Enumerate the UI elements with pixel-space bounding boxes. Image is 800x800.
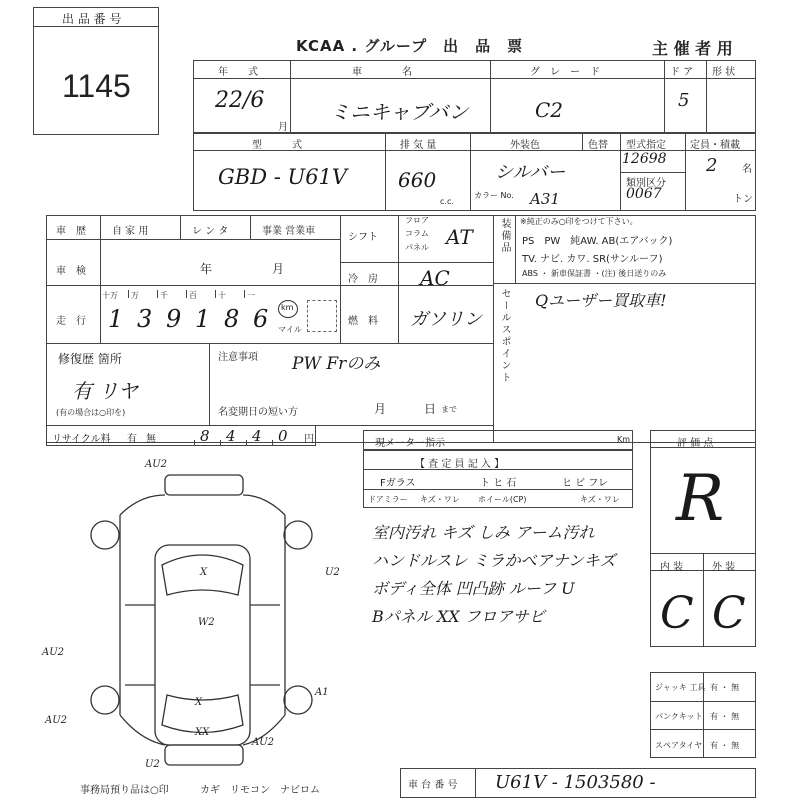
repair-note: (有の場合は○印を) bbox=[56, 408, 126, 417]
lot-number-label: 出 品 番 号 bbox=[62, 12, 122, 26]
form-title: KCAA . グループ 出 品 票 bbox=[296, 37, 524, 55]
recycle-yes[interactable]: 有 bbox=[127, 434, 137, 445]
recycle-digit: 8 bbox=[200, 427, 210, 445]
mirror-label: ドアミラー bbox=[368, 495, 408, 504]
exterior-label: 外 装 bbox=[712, 562, 736, 573]
mileage-digit-label: 一 bbox=[247, 291, 255, 300]
capacity-value: 2 bbox=[706, 155, 718, 176]
wheel-label: ホイール(CP) bbox=[478, 495, 527, 504]
recycle-digit: 4 bbox=[252, 427, 262, 445]
notes-month: 月 bbox=[374, 402, 387, 416]
wheel-rear-left bbox=[91, 686, 119, 714]
meter-unit: Km bbox=[617, 435, 631, 444]
appraisal-line-4: Bパネル XX フロアサビ bbox=[372, 607, 545, 626]
year-label: 年 式 bbox=[218, 67, 258, 78]
jack-value[interactable]: 有 ・ 無 bbox=[710, 683, 740, 692]
wheel-rear-right bbox=[284, 686, 312, 714]
glass-options-a[interactable]: ト ヒ 石 bbox=[480, 478, 517, 489]
color-no-label: カラー No. bbox=[474, 191, 514, 200]
mirror-value[interactable]: キズ・ワレ bbox=[420, 495, 460, 504]
recycle-yen: 円 bbox=[304, 434, 314, 445]
mileage-digit: 1 bbox=[108, 305, 124, 333]
car-name-value: ミニキャブバン bbox=[330, 100, 469, 124]
door-value: 5 bbox=[678, 90, 690, 111]
score-label: 評 価 点 bbox=[677, 438, 714, 449]
capacity-unit: 名 bbox=[742, 164, 752, 175]
mileage-digit: 9 bbox=[166, 305, 182, 333]
recycle-digit: 0 bbox=[278, 427, 288, 445]
inspection-month: 月 bbox=[272, 262, 285, 276]
car-front-bumper bbox=[165, 475, 243, 495]
shift-column[interactable]: コラム bbox=[405, 229, 429, 238]
car-name-label: 車 名 bbox=[352, 67, 412, 78]
type-no-value: 12698 bbox=[622, 151, 667, 167]
grade-label: グ レ ー ド bbox=[530, 67, 600, 78]
aircon-label: 冷 房 bbox=[348, 274, 378, 285]
puncture-kit-label: パンクキット bbox=[655, 712, 703, 721]
mileage-digit-label: 千 bbox=[160, 291, 168, 300]
wheel-front-left bbox=[91, 521, 119, 549]
displacement-value: 660 bbox=[398, 168, 437, 192]
inspection-year: 年 bbox=[200, 262, 213, 276]
car-damage-diagram bbox=[40, 455, 350, 775]
mark-tail: XX bbox=[195, 727, 210, 738]
history-business[interactable]: 事業 営業車 bbox=[262, 226, 316, 237]
repair-label: 修復歴 箇所 bbox=[58, 352, 122, 366]
exterior-score: C bbox=[712, 588, 746, 639]
inspection-label: 車 検 bbox=[56, 266, 86, 277]
wheel-front-right bbox=[284, 521, 312, 549]
meter-label: 現メーター指示 bbox=[375, 438, 445, 449]
mark-left-mid: AU2 bbox=[42, 647, 65, 658]
model-label: 型 式 bbox=[252, 140, 302, 151]
puncture-kit-value[interactable]: 有 ・ 無 bbox=[710, 712, 740, 721]
glass-label: Fガラス bbox=[380, 478, 416, 489]
appraisal-line-2: ハンドルスレ ミラかべアナンキズ bbox=[372, 551, 616, 570]
history-rental[interactable]: レ ン タ bbox=[192, 226, 229, 237]
equip-note: ※純正のみ○印をつけて下さい。 bbox=[520, 217, 638, 226]
spare-tire-label: スペアタイヤ bbox=[655, 741, 703, 750]
recycle-digit: 4 bbox=[226, 427, 236, 445]
year-value: 22/6 bbox=[215, 88, 265, 113]
color-change-label: 色替 bbox=[588, 140, 608, 151]
ext-color-label: 外装色 bbox=[510, 140, 540, 151]
interior-label: 内 装 bbox=[660, 562, 684, 573]
capacity-label: 定員・積載 bbox=[690, 140, 740, 151]
mileage-digit-label: 十 bbox=[218, 291, 226, 300]
category-no-label: 類別区分 bbox=[626, 178, 666, 189]
equip-line2: TV. ナビ. カワ. SR(サンルーフ) bbox=[522, 254, 663, 265]
notes-short-label: 名変期日の短い方 bbox=[218, 407, 298, 418]
glass-options-b[interactable]: ヒ ビ フレ bbox=[562, 478, 608, 489]
aircon-value: AC bbox=[420, 266, 450, 290]
mark-rear: U2 bbox=[145, 759, 160, 770]
office-items: カギ リモコン ナビロム bbox=[200, 785, 320, 796]
load-unit: トン bbox=[733, 194, 753, 205]
sales-point-label: セールスポイント bbox=[499, 288, 510, 384]
history-label: 車 歴 bbox=[56, 226, 86, 237]
lot-number: 1145 bbox=[62, 68, 131, 104]
notes-label: 注意事項 bbox=[218, 352, 258, 363]
mark-roof: X bbox=[200, 567, 208, 578]
mileage-digit: 6 bbox=[253, 305, 269, 333]
notes-until: まで bbox=[441, 405, 457, 414]
shift-panel[interactable]: パネル bbox=[405, 243, 429, 252]
car-left-side bbox=[120, 495, 165, 745]
mark-center: W2 bbox=[198, 617, 215, 628]
fuel-value: ガソリン bbox=[410, 309, 482, 330]
equip-label: 装備品 bbox=[499, 218, 510, 254]
sales-point-value: Qユーザー買取車! bbox=[535, 291, 667, 310]
model-value: GBD - U61V bbox=[218, 165, 348, 189]
mileage-digit: 1 bbox=[195, 305, 211, 333]
mileage-digit-label: 万 bbox=[131, 291, 139, 300]
mileage-label: 走 行 bbox=[56, 316, 86, 327]
appraisal-label: 【 査 定 員 記 入 】 bbox=[415, 459, 505, 470]
door-label: ド ア bbox=[670, 67, 694, 78]
equip-line1: PS PW 純AW. AB(エアバック) bbox=[522, 236, 673, 247]
ext-color-value: シルバー bbox=[495, 162, 566, 183]
km-dash-box bbox=[307, 300, 337, 332]
grade-value: C2 bbox=[535, 98, 564, 122]
mark-trunk: X bbox=[195, 697, 203, 708]
shift-floor[interactable]: フロア bbox=[405, 216, 429, 225]
spare-tire-value[interactable]: 有 ・ 無 bbox=[710, 741, 740, 750]
color-no-value: A31 bbox=[530, 190, 560, 208]
month-mark: 月 bbox=[278, 122, 288, 133]
chassis-label: 車 台 番 号 bbox=[408, 780, 458, 791]
mark-left-low: AU2 bbox=[45, 715, 68, 726]
car-right-side bbox=[243, 495, 285, 745]
cc-label: c.c. bbox=[440, 197, 454, 206]
mileage-digit: 3 bbox=[137, 305, 153, 333]
mark-right-low: A1 bbox=[315, 687, 329, 698]
jack-label: ジャッキ 工具 bbox=[655, 683, 706, 692]
history-private[interactable]: 自 家 用 bbox=[112, 226, 149, 237]
fuel-label: 燃 料 bbox=[348, 316, 378, 327]
notes-day: 日 bbox=[424, 402, 437, 416]
recycle-no[interactable]: 無 bbox=[146, 434, 156, 445]
recycle-label: リサイクル料 bbox=[52, 434, 111, 445]
shift-value: AT bbox=[446, 225, 473, 249]
mark-right-upper: U2 bbox=[325, 567, 340, 578]
category-no-value: 0067 bbox=[626, 186, 662, 202]
type-no-label: 型式指定 bbox=[626, 140, 666, 151]
copy-type: 主 催 者 用 bbox=[652, 39, 733, 58]
mark-front: AU2 bbox=[145, 459, 168, 470]
equip-line3: ABS ・ 新車保証書 ・(注) 後日送りのみ bbox=[522, 269, 667, 278]
km-label: km bbox=[281, 303, 294, 312]
repair-value: 有 リヤ bbox=[72, 379, 138, 403]
mileage-digit-label: 十万 bbox=[102, 291, 118, 300]
appraisal-line-1: 室内汚れ キズ しみ アーム汚れ bbox=[372, 523, 595, 542]
car-rear-bumper bbox=[165, 745, 243, 765]
chassis-value: U61V - 1503580 - bbox=[495, 772, 656, 793]
score-value: R bbox=[676, 462, 725, 536]
mile-label: マイル bbox=[278, 325, 302, 334]
interior-score: C bbox=[660, 588, 694, 639]
notes-value: PW Frのみ bbox=[292, 354, 381, 374]
shape-label: 形 状 bbox=[712, 67, 736, 78]
mileage-digit-label: 百 bbox=[189, 291, 197, 300]
mileage-digit: 8 bbox=[224, 305, 240, 333]
appraisal-line-3: ボディ全体 凹凸跡 ルーフ U bbox=[372, 579, 575, 598]
office-note: 事務局預り品は○印 bbox=[80, 785, 169, 796]
wheel-value[interactable]: キズ・ワレ bbox=[580, 495, 620, 504]
shift-label: シフト bbox=[348, 232, 378, 243]
mark-rear-bumper: AU2 bbox=[252, 737, 275, 748]
displacement-label: 排 気 量 bbox=[400, 140, 437, 151]
